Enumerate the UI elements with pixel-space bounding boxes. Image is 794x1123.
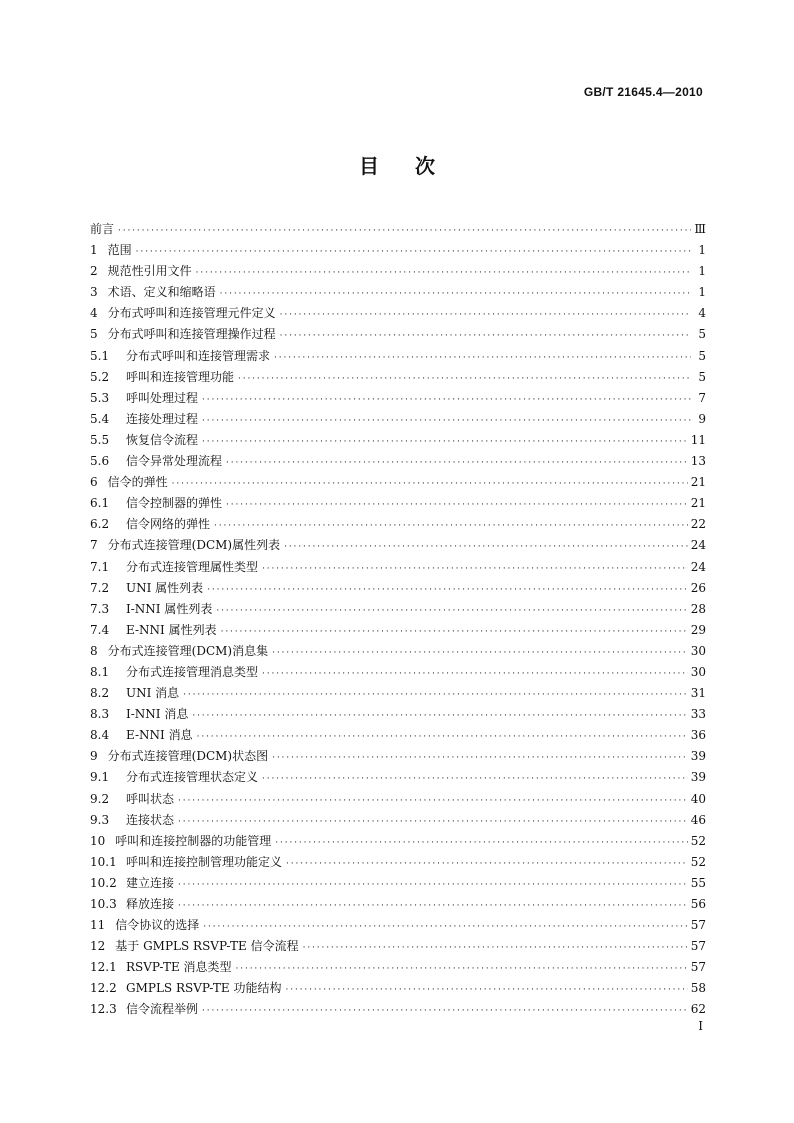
toc-entry-number: 8.3 — [90, 707, 110, 722]
toc-entry[interactable] — [90, 493, 706, 514]
toc-leader-dots — [172, 472, 688, 495]
toc-entry[interactable] — [90, 620, 706, 641]
toc-entry[interactable] — [90, 810, 706, 831]
toc-entry-page: 5 — [698, 348, 706, 363]
table-of-contents — [90, 219, 706, 1021]
toc-entry-number: 6 — [90, 475, 98, 490]
toc-entry-number: 5.5 — [90, 432, 110, 447]
toc-leader-dots — [214, 514, 688, 537]
toc-entry-page: 30 — [690, 643, 706, 658]
toc-entry-number: 7.1 — [90, 559, 110, 574]
toc-leader-dots — [262, 767, 688, 790]
toc-leader-dots — [286, 852, 688, 875]
toc-entry-page: 1 — [698, 243, 706, 258]
toc-leader-dots — [303, 936, 688, 959]
toc-entry[interactable] — [90, 978, 706, 999]
toc-entry[interactable] — [90, 683, 706, 704]
toc-entry[interactable] — [90, 641, 706, 662]
toc-entry[interactable] — [90, 451, 706, 472]
toc-entry-page: 29 — [690, 622, 706, 637]
toc-entry-page: 4 — [698, 306, 706, 321]
toc-entry-title: 信令异常处理流程 — [126, 454, 223, 469]
toc-entry[interactable] — [90, 430, 706, 451]
toc-leader-dots — [202, 999, 688, 1022]
toc-leader-dots — [286, 978, 688, 1001]
toc-entry-title: 释放连接 — [126, 897, 175, 911]
toc-entry-number: 6.1 — [90, 496, 110, 511]
toc-entry-title: 分布式连接管理(DCM)状态图 — [107, 749, 269, 764]
toc-entry-title: 分布式呼叫和连接管理元件定义 — [107, 306, 276, 321]
toc-entry-page: 58 — [690, 981, 706, 996]
toc-entry[interactable] — [90, 261, 706, 282]
toc-entry[interactable] — [90, 767, 706, 788]
toc-entry-title: 信令的弹性 — [107, 475, 168, 490]
toc-entry-title: 术语、定义和缩略语 — [107, 285, 216, 300]
toc-entry-title: I-NNI 消息 — [126, 707, 189, 722]
toc-entry-number: 12.1 — [90, 960, 117, 975]
toc-leader-dots — [236, 957, 688, 980]
toc-entry[interactable] — [90, 240, 706, 261]
toc-entry[interactable] — [90, 662, 706, 683]
toc-entry-page: 28 — [690, 601, 706, 616]
toc-entry-number: 9.1 — [90, 770, 110, 785]
toc-leader-dots — [272, 746, 688, 769]
toc-entry-page: 1 — [698, 264, 706, 279]
toc-entry-title: 建立连接 — [126, 875, 175, 890]
toc-entry[interactable] — [90, 219, 706, 240]
toc-leader-dots — [118, 219, 691, 242]
toc-entry-title: 分布式连接管理状态定义 — [126, 770, 259, 785]
toc-entry-title: GMPLS RSVP-TE 功能结构 — [126, 981, 282, 996]
toc-entry-number: 8.2 — [90, 686, 110, 701]
toc-leader-dots — [196, 261, 691, 284]
toc-leader-dots — [262, 662, 688, 685]
toc-entry-title: 信令流程举例 — [126, 1002, 199, 1017]
toc-leader-dots — [202, 388, 691, 411]
toc-entry-page: 46 — [690, 812, 706, 827]
toc-entry-title: 呼叫和连接控制器的功能管理 — [115, 833, 272, 848]
toc-leader-dots — [272, 641, 688, 664]
toc-entry-number: 9 — [90, 749, 98, 764]
toc-leader-dots — [178, 810, 688, 833]
toc-entry-page: 31 — [690, 686, 706, 701]
toc-entry[interactable] — [90, 472, 706, 493]
toc-leader-dots — [275, 831, 687, 854]
toc-entry-page: 5 — [698, 327, 706, 342]
toc-entry[interactable] — [90, 936, 706, 957]
toc-entry-number: 5.2 — [90, 369, 110, 384]
toc-entry-number: 11 — [90, 918, 106, 933]
toc-entry-number: 7.4 — [90, 622, 110, 637]
toc-entry[interactable] — [90, 999, 706, 1020]
toc-entry[interactable] — [90, 789, 706, 810]
toc-leader-dots — [216, 599, 687, 622]
toc-entry[interactable] — [90, 367, 706, 388]
toc-entry-page: 7 — [698, 390, 706, 405]
toc-entry[interactable] — [90, 346, 706, 367]
toc-entry-number: 10.3 — [90, 897, 117, 911]
toc-entry-title: 恢复信令流程 — [126, 432, 199, 447]
toc-entry-title: 连接状态 — [126, 812, 175, 827]
toc-leader-dots — [274, 346, 691, 369]
toc-entry-number: 7.3 — [90, 601, 110, 616]
toc-entry[interactable] — [90, 514, 706, 535]
toc-entry-title: 呼叫和连接控制管理功能定义 — [126, 854, 283, 869]
toc-entry[interactable] — [90, 746, 706, 767]
toc-entry-title: 连接处理过程 — [126, 411, 199, 426]
standard-number: GB/T 21645.4—2010 — [583, 85, 703, 99]
toc-leader-dots — [203, 915, 687, 938]
toc-leader-dots — [221, 620, 688, 643]
toc-leader-dots — [178, 789, 688, 812]
toc-leader-dots — [202, 409, 691, 432]
toc-leader-dots — [226, 451, 688, 474]
toc-entry-number: 8.4 — [90, 728, 110, 743]
toc-entry-page: 9 — [698, 411, 706, 426]
toc-entry-title: 呼叫状态 — [126, 791, 175, 806]
toc-entry-page: 24 — [690, 559, 706, 574]
toc-entry-title: 信令网络的弹性 — [126, 517, 211, 532]
toc-entry-number: 5.1 — [90, 348, 110, 363]
toc-entry-page: 56 — [690, 897, 706, 911]
toc-entry[interactable] — [90, 957, 706, 978]
toc-entry-page: Ⅲ — [694, 222, 706, 236]
toc-entry-title: UNI 消息 — [126, 686, 180, 701]
toc-leader-dots — [183, 683, 688, 706]
toc-entry-title: 范围 — [107, 243, 132, 258]
toc-entry[interactable] — [90, 557, 706, 578]
toc-entry[interactable] — [90, 324, 706, 345]
toc-leader-dots — [178, 894, 688, 917]
toc-leader-dots — [192, 704, 687, 727]
toc-entry-title: 前言 — [90, 222, 115, 236]
toc-entry-number: 12 — [90, 939, 106, 954]
toc-entry-page: 11 — [690, 432, 706, 447]
toc-entry-title: 分布式连接管理属性类型 — [126, 559, 259, 574]
toc-entry[interactable] — [90, 704, 706, 725]
page-title: 目次 — [359, 154, 471, 178]
toc-entry[interactable] — [90, 873, 706, 894]
toc-entry-page: 52 — [690, 833, 706, 848]
toc-entry-number: 10 — [90, 833, 106, 848]
toc-entry-page: 5 — [698, 369, 706, 384]
toc-leader-dots — [238, 367, 691, 390]
toc-entry-title: 基于 GMPLS RSVP-TE 信令流程 — [115, 939, 299, 954]
toc-leader-dots — [226, 493, 688, 516]
toc-entry-number: 2 — [90, 264, 98, 279]
toc-entry[interactable] — [90, 599, 706, 620]
toc-entry-title: 信令控制器的弹性 — [126, 496, 223, 511]
toc-entry-page: 30 — [690, 664, 706, 679]
toc-entry-page: 26 — [690, 580, 706, 595]
toc-entry-title: 规范性引用文件 — [107, 264, 192, 279]
toc-entry-title: I-NNI 属性列表 — [126, 601, 213, 616]
toc-leader-dots — [220, 282, 691, 305]
toc-entry-number: 8.1 — [90, 664, 110, 679]
toc-leader-dots — [284, 535, 688, 558]
toc-entry[interactable] — [90, 388, 706, 409]
toc-entry-number: 12.2 — [90, 981, 117, 996]
toc-entry[interactable] — [90, 915, 706, 936]
toc-entry-number: 8 — [90, 643, 98, 658]
toc-entry-number: 5.3 — [90, 390, 110, 405]
toc-entry-number: 9.3 — [90, 812, 110, 827]
toc-leader-dots — [280, 324, 691, 347]
toc-entry-title: UNI 属性列表 — [126, 580, 204, 595]
toc-entry-page: 62 — [690, 1002, 706, 1017]
toc-leader-dots — [262, 557, 688, 580]
toc-entry-page: 36 — [690, 728, 706, 743]
toc-entry-number: 1 — [90, 243, 98, 258]
toc-entry-number: 7.2 — [90, 580, 110, 595]
toc-entry-title: 分布式呼叫和连接管理操作过程 — [107, 327, 276, 342]
toc-entry-number: 7 — [90, 538, 98, 553]
toc-entry-number: 5 — [90, 327, 98, 342]
toc-leader-dots — [202, 430, 688, 453]
toc-entry-page: 57 — [690, 960, 706, 975]
toc-entry[interactable] — [90, 535, 706, 556]
toc-entry-title: 分布式连接管理(DCM)消息集 — [107, 643, 269, 658]
toc-entry-title: 呼叫和连接管理功能 — [126, 369, 235, 384]
toc-entry[interactable] — [90, 303, 706, 324]
toc-entry-page: 1 — [698, 285, 706, 300]
toc-entry-title: E-NNI 属性列表 — [126, 622, 217, 637]
toc-entry-page: 39 — [690, 770, 706, 785]
toc-entry-number: 3 — [90, 285, 98, 300]
toc-entry-title: 信令协议的选择 — [115, 918, 200, 933]
toc-leader-dots — [207, 578, 688, 601]
toc-entry-number: 6.2 — [90, 517, 110, 532]
toc-entry-page: 52 — [690, 854, 706, 869]
toc-entry-page: 21 — [690, 475, 706, 490]
toc-leader-dots — [136, 240, 691, 263]
toc-entry-page: 33 — [690, 707, 706, 722]
toc-entry-page: 57 — [690, 939, 706, 954]
toc-entry-title: RSVP-TE 消息类型 — [126, 960, 232, 975]
toc-leader-dots — [197, 725, 688, 748]
toc-entry-title: 分布式连接管理消息类型 — [126, 664, 259, 679]
toc-entry-number: 4 — [90, 306, 98, 321]
toc-entry[interactable] — [90, 852, 706, 873]
toc-entry-page: 13 — [690, 454, 706, 469]
toc-entry-page: 57 — [690, 918, 706, 933]
toc-leader-dots — [178, 873, 688, 896]
toc-entry-number: 12.3 — [90, 1002, 117, 1017]
page-number: I — [698, 1019, 703, 1033]
toc-entry[interactable] — [90, 725, 706, 746]
toc-entry[interactable] — [90, 409, 706, 430]
toc-entry-title: 分布式呼叫和连接管理需求 — [126, 348, 271, 363]
toc-entry[interactable] — [90, 578, 706, 599]
toc-entry[interactable] — [90, 831, 706, 852]
toc-entry[interactable] — [90, 282, 706, 303]
toc-entry-page: 22 — [690, 517, 706, 532]
toc-entry-number: 5.6 — [90, 454, 110, 469]
toc-leader-dots — [280, 303, 691, 326]
toc-entry-number: 10.2 — [90, 875, 117, 890]
toc-entry-number: 10.1 — [90, 854, 117, 869]
toc-entry-title: E-NNI 消息 — [126, 728, 193, 743]
toc-entry-number: 9.2 — [90, 791, 110, 806]
toc-entry-page: 55 — [690, 875, 706, 890]
toc-entry-page: 24 — [690, 538, 706, 553]
toc-entry-title: 呼叫处理过程 — [126, 390, 199, 405]
toc-entry-title: 分布式连接管理(DCM)属性列表 — [107, 538, 281, 553]
toc-entry-page: 39 — [690, 749, 706, 764]
toc-entry[interactable] — [90, 894, 706, 915]
toc-entry-page: 21 — [690, 496, 706, 511]
toc-entry-page: 40 — [690, 791, 706, 806]
toc-entry-number: 5.4 — [90, 411, 110, 426]
